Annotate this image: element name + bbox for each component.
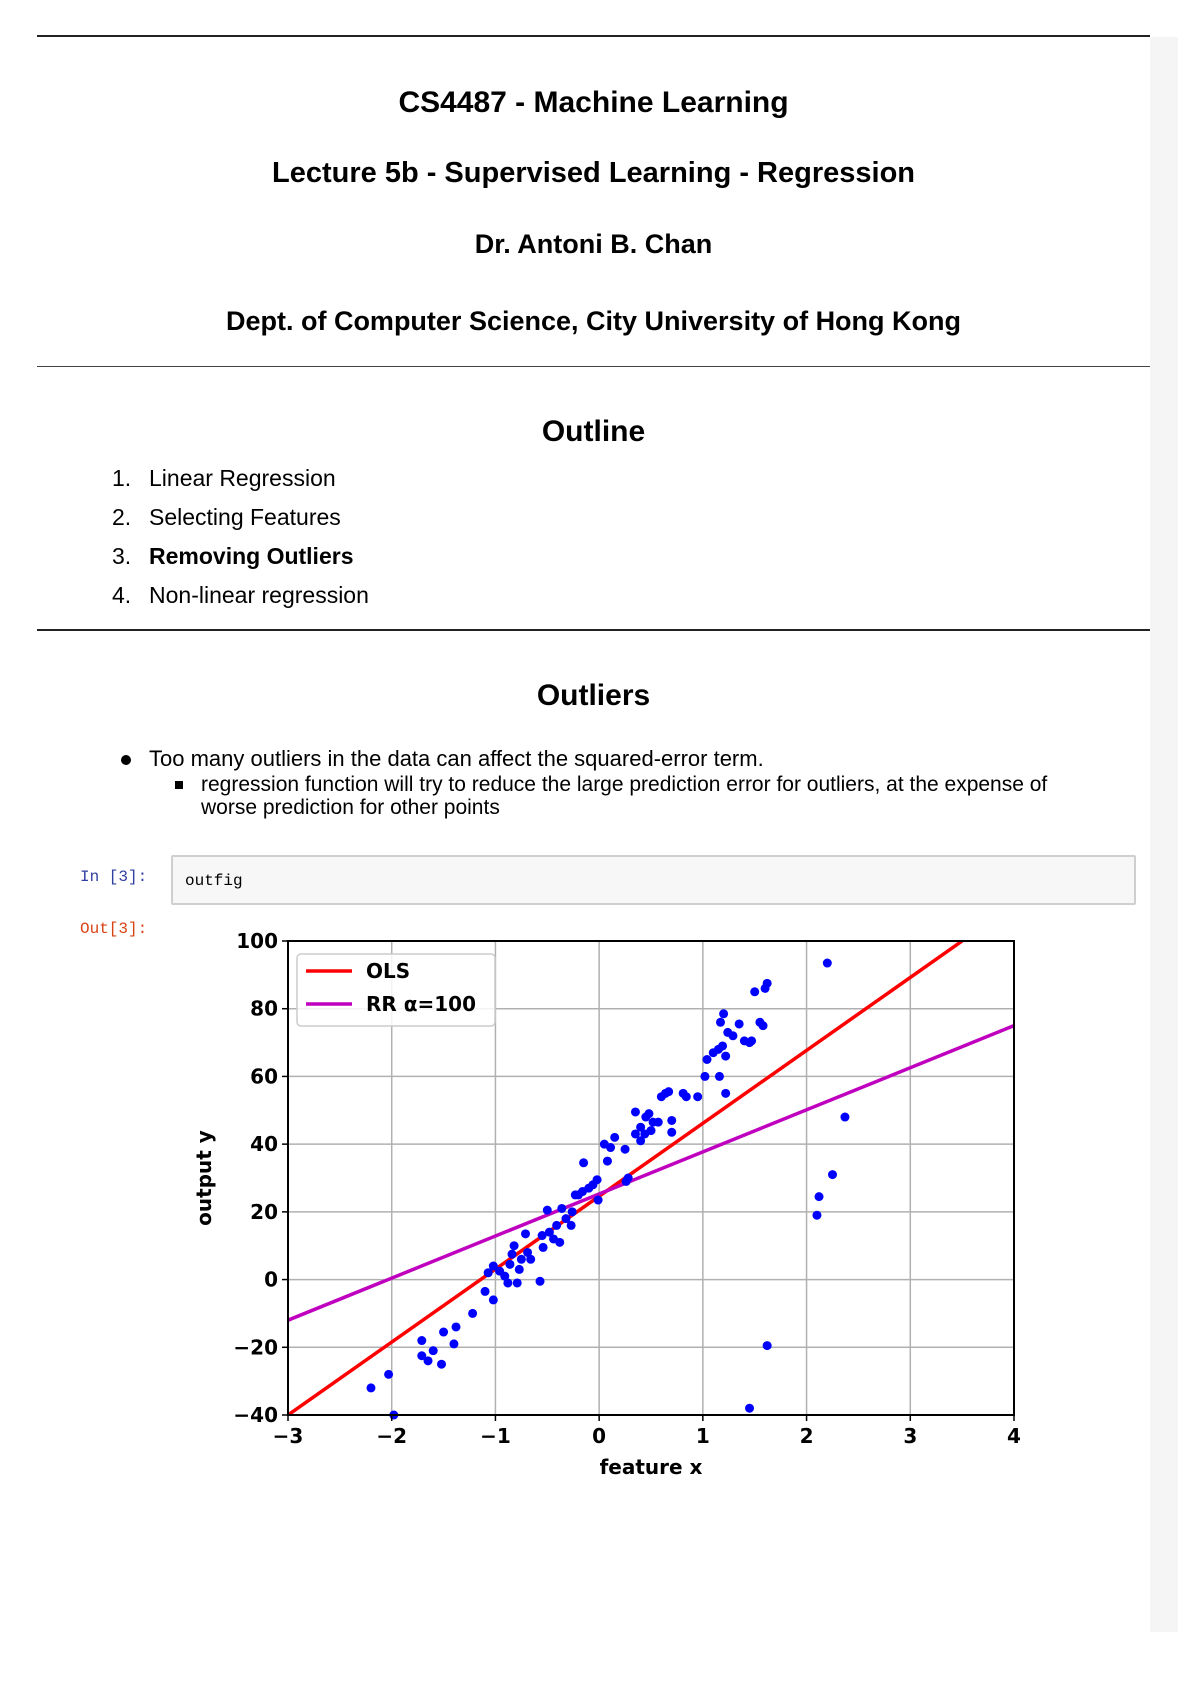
data-point xyxy=(515,1265,524,1274)
data-point xyxy=(631,1107,640,1116)
data-point xyxy=(759,1021,768,1030)
data-point xyxy=(503,1278,512,1287)
data-point xyxy=(526,1255,535,1264)
author-name: Dr. Antoni B. Chan xyxy=(474,229,713,259)
y-tick-label: 60 xyxy=(250,1064,278,1089)
data-point xyxy=(735,1019,744,1028)
data-point xyxy=(719,1009,728,1018)
data-point xyxy=(763,979,772,988)
outline-item-number: 1. xyxy=(112,465,132,491)
bullet-text: Too many outliers in the data can affect the squared-error term. xyxy=(149,746,764,771)
outline-item-label: Non-linear regression xyxy=(149,582,369,608)
data-point xyxy=(647,1126,656,1135)
outline-item-label: Selecting Features xyxy=(149,504,341,530)
data-point xyxy=(828,1170,837,1179)
data-point xyxy=(536,1277,545,1286)
outline-item-label: Linear Regression xyxy=(149,465,336,491)
data-point xyxy=(840,1113,849,1122)
x-tick-label: 2 xyxy=(799,1424,814,1448)
data-point xyxy=(417,1336,426,1345)
data-point xyxy=(606,1143,615,1152)
data-point xyxy=(747,1036,756,1045)
code-text[interactable]: outfig xyxy=(185,872,243,890)
data-point xyxy=(610,1133,619,1142)
data-point xyxy=(654,1118,663,1127)
data-point xyxy=(621,1145,630,1154)
data-point xyxy=(521,1229,530,1238)
outline-item-label: Removing Outliers xyxy=(149,543,354,569)
data-point xyxy=(508,1250,517,1259)
data-point xyxy=(700,1072,709,1081)
data-point xyxy=(624,1174,633,1183)
y-tick-label: 80 xyxy=(250,996,278,1021)
y-axis-label: output y xyxy=(192,1130,216,1226)
sub-bullet-text: regression function will try to reduce the large prediction error for outliers, at the expense of worse prediction for other points xyxy=(201,773,1048,819)
x-tick-label: −3 xyxy=(272,1424,304,1448)
data-point xyxy=(505,1260,514,1269)
outline-item-number: 4. xyxy=(112,582,132,608)
department-name: Dept. of Computer Science, City University of Hong Kong xyxy=(225,306,962,336)
x-tick-label: 1 xyxy=(695,1424,710,1448)
data-point xyxy=(555,1238,564,1247)
data-point xyxy=(603,1157,612,1166)
y-tick-label: 40 xyxy=(250,1132,278,1157)
data-point xyxy=(812,1211,821,1220)
outliers-heading: Outliers xyxy=(536,679,651,712)
data-point xyxy=(424,1356,433,1365)
input-prompt: In [3]: xyxy=(80,868,148,886)
data-point xyxy=(823,959,832,968)
data-point xyxy=(815,1192,824,1201)
data-point xyxy=(429,1346,438,1355)
data-point xyxy=(468,1309,477,1318)
data-point xyxy=(568,1207,577,1216)
data-point xyxy=(594,1196,603,1205)
data-point xyxy=(667,1128,676,1137)
x-tick-label: −1 xyxy=(480,1424,511,1448)
data-point xyxy=(721,1089,730,1098)
data-point xyxy=(644,1109,653,1118)
data-point xyxy=(449,1339,458,1348)
data-point xyxy=(750,987,759,996)
data-point xyxy=(728,1031,737,1040)
x-tick-label: 0 xyxy=(592,1424,607,1448)
data-point xyxy=(366,1383,375,1392)
y-tick-label: −40 xyxy=(233,1403,278,1427)
data-point xyxy=(452,1322,461,1331)
outline-item-number: 2. xyxy=(112,504,132,530)
x-tick-label: 3 xyxy=(903,1424,918,1448)
data-point xyxy=(513,1278,522,1287)
data-point xyxy=(437,1360,446,1369)
data-point xyxy=(682,1092,691,1101)
data-point xyxy=(763,1341,772,1350)
data-point xyxy=(745,1404,754,1413)
data-point xyxy=(552,1221,561,1230)
data-point xyxy=(721,1052,730,1061)
data-point xyxy=(557,1204,566,1213)
y-tick-label: 100 xyxy=(236,929,278,953)
data-point xyxy=(664,1087,673,1096)
data-point xyxy=(593,1175,602,1184)
x-axis-label: feature x xyxy=(599,1455,703,1479)
y-tick-label: 0 xyxy=(264,1267,278,1292)
x-tick-label: −2 xyxy=(376,1424,408,1448)
data-point xyxy=(715,1072,724,1081)
course-title: CS4487 - Machine Learning xyxy=(398,86,789,119)
data-point xyxy=(579,1158,588,1167)
x-tick-label: 4 xyxy=(1007,1424,1021,1448)
data-point xyxy=(439,1328,448,1337)
y-tick-label: −20 xyxy=(233,1335,278,1360)
data-point xyxy=(510,1241,519,1250)
legend-label-rr: RR α=100 xyxy=(366,992,477,1016)
outline-item-number: 3. xyxy=(112,543,132,569)
data-point xyxy=(567,1221,576,1230)
data-point xyxy=(489,1295,498,1304)
data-point xyxy=(517,1255,526,1264)
data-point xyxy=(384,1370,393,1379)
y-tick-label: 20 xyxy=(250,1199,278,1224)
data-point xyxy=(539,1243,548,1252)
data-point xyxy=(543,1206,552,1215)
ridge-fit-line xyxy=(288,1026,1014,1321)
outline-heading: Outline xyxy=(541,415,646,448)
legend-label-ols: OLS xyxy=(366,959,411,983)
data-point xyxy=(718,1041,727,1050)
output-prompt: Out[3]: xyxy=(80,920,148,938)
data-point xyxy=(693,1092,702,1101)
chart-legend xyxy=(297,954,495,1026)
data-point xyxy=(481,1287,490,1296)
data-point xyxy=(716,1018,725,1027)
data-point xyxy=(703,1055,712,1064)
lecture-title: Lecture 5b - Supervised Learning - Regression xyxy=(272,157,915,189)
data-point xyxy=(667,1116,676,1125)
